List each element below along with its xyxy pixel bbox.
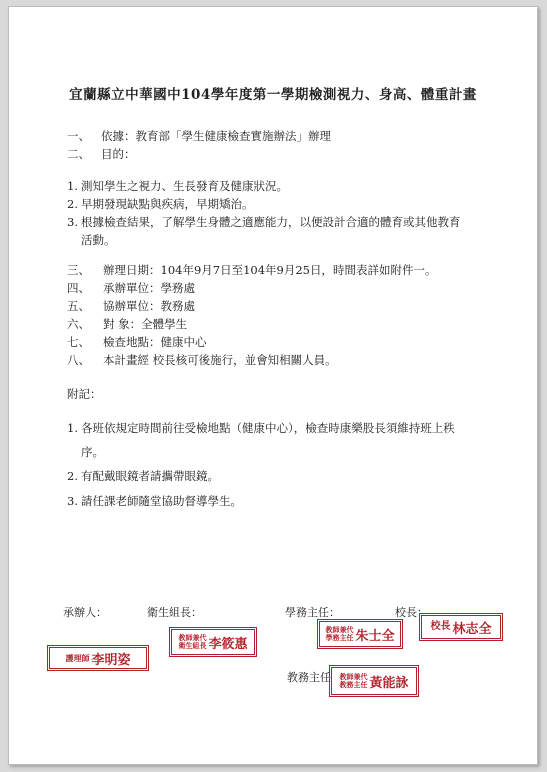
section-basis: 一、 依據：教育部「學生健康檢查實施辦法」辦理 xyxy=(67,129,331,143)
purpose-item-continuation: 活動。 xyxy=(81,233,116,247)
stamp-principal: 校長 林志全 xyxy=(421,615,501,639)
purpose-item: 3. 根據檢查結果，了解學生身體之適應能力，以便設計合適的體育或其他教育 xyxy=(67,215,461,229)
notes-heading: 附記： xyxy=(67,387,102,401)
note-item-continuation: 序。 xyxy=(81,445,104,459)
section-location: 七、 檢查地點：健康中心 xyxy=(67,335,207,349)
section-date: 三、 辦理日期：104年9月7日至104年9月25日，時間表詳如附件一。 xyxy=(67,263,437,277)
stamp-organizer: 護理師 李明姿 xyxy=(49,647,147,669)
signature-label-health-head: 衛生組長： xyxy=(147,606,202,619)
section-purpose: 二、 目的： xyxy=(67,147,136,161)
section-target: 六、 對 象：全體學生 xyxy=(67,317,188,331)
purpose-item: 2. 早期發現缺點與疾病，早期矯治。 xyxy=(67,197,254,211)
section-organizer-unit: 四、 承辦單位：學務處 xyxy=(67,281,195,295)
note-item: 2. 有配戴眼鏡者請攜帶眼鏡。 xyxy=(67,469,219,483)
note-item: 1. 各班依規定時間前往受檢地點（健康中心），檢查時康樂股長須維持班上秩 xyxy=(67,421,455,435)
section-approval: 八、 本計畫經 校長核可後施行，並會知相關人員。 xyxy=(67,353,337,367)
signature-label-principal: 校長： xyxy=(395,606,428,619)
signature-label-academic-affairs: 教務主任 xyxy=(287,671,331,684)
document-title: 宜蘭縣立中華國中104學年度第一學期檢測視力、身高、體重計畫 xyxy=(69,87,477,103)
section-co-organizer-unit: 五、 協辦單位：教務處 xyxy=(67,299,195,313)
stamp-health-head: 教師兼代 衛生組長 李筱惠 xyxy=(171,629,255,655)
note-item: 3. 請任課老師隨堂協助督導學生。 xyxy=(67,494,242,508)
purpose-item: 1. 測知學生之視力、生長發育及健康狀況。 xyxy=(67,179,288,193)
stamp-academic-affairs: 教師兼代 教務主任 黃能詠 xyxy=(331,667,417,695)
stamp-student-affairs: 教師兼代 學務主任 朱士全 xyxy=(319,621,401,647)
signature-label-organizer: 承辦人： xyxy=(63,606,107,619)
signature-label-student-affairs: 學務主任： xyxy=(285,606,340,619)
document-page xyxy=(8,6,538,765)
